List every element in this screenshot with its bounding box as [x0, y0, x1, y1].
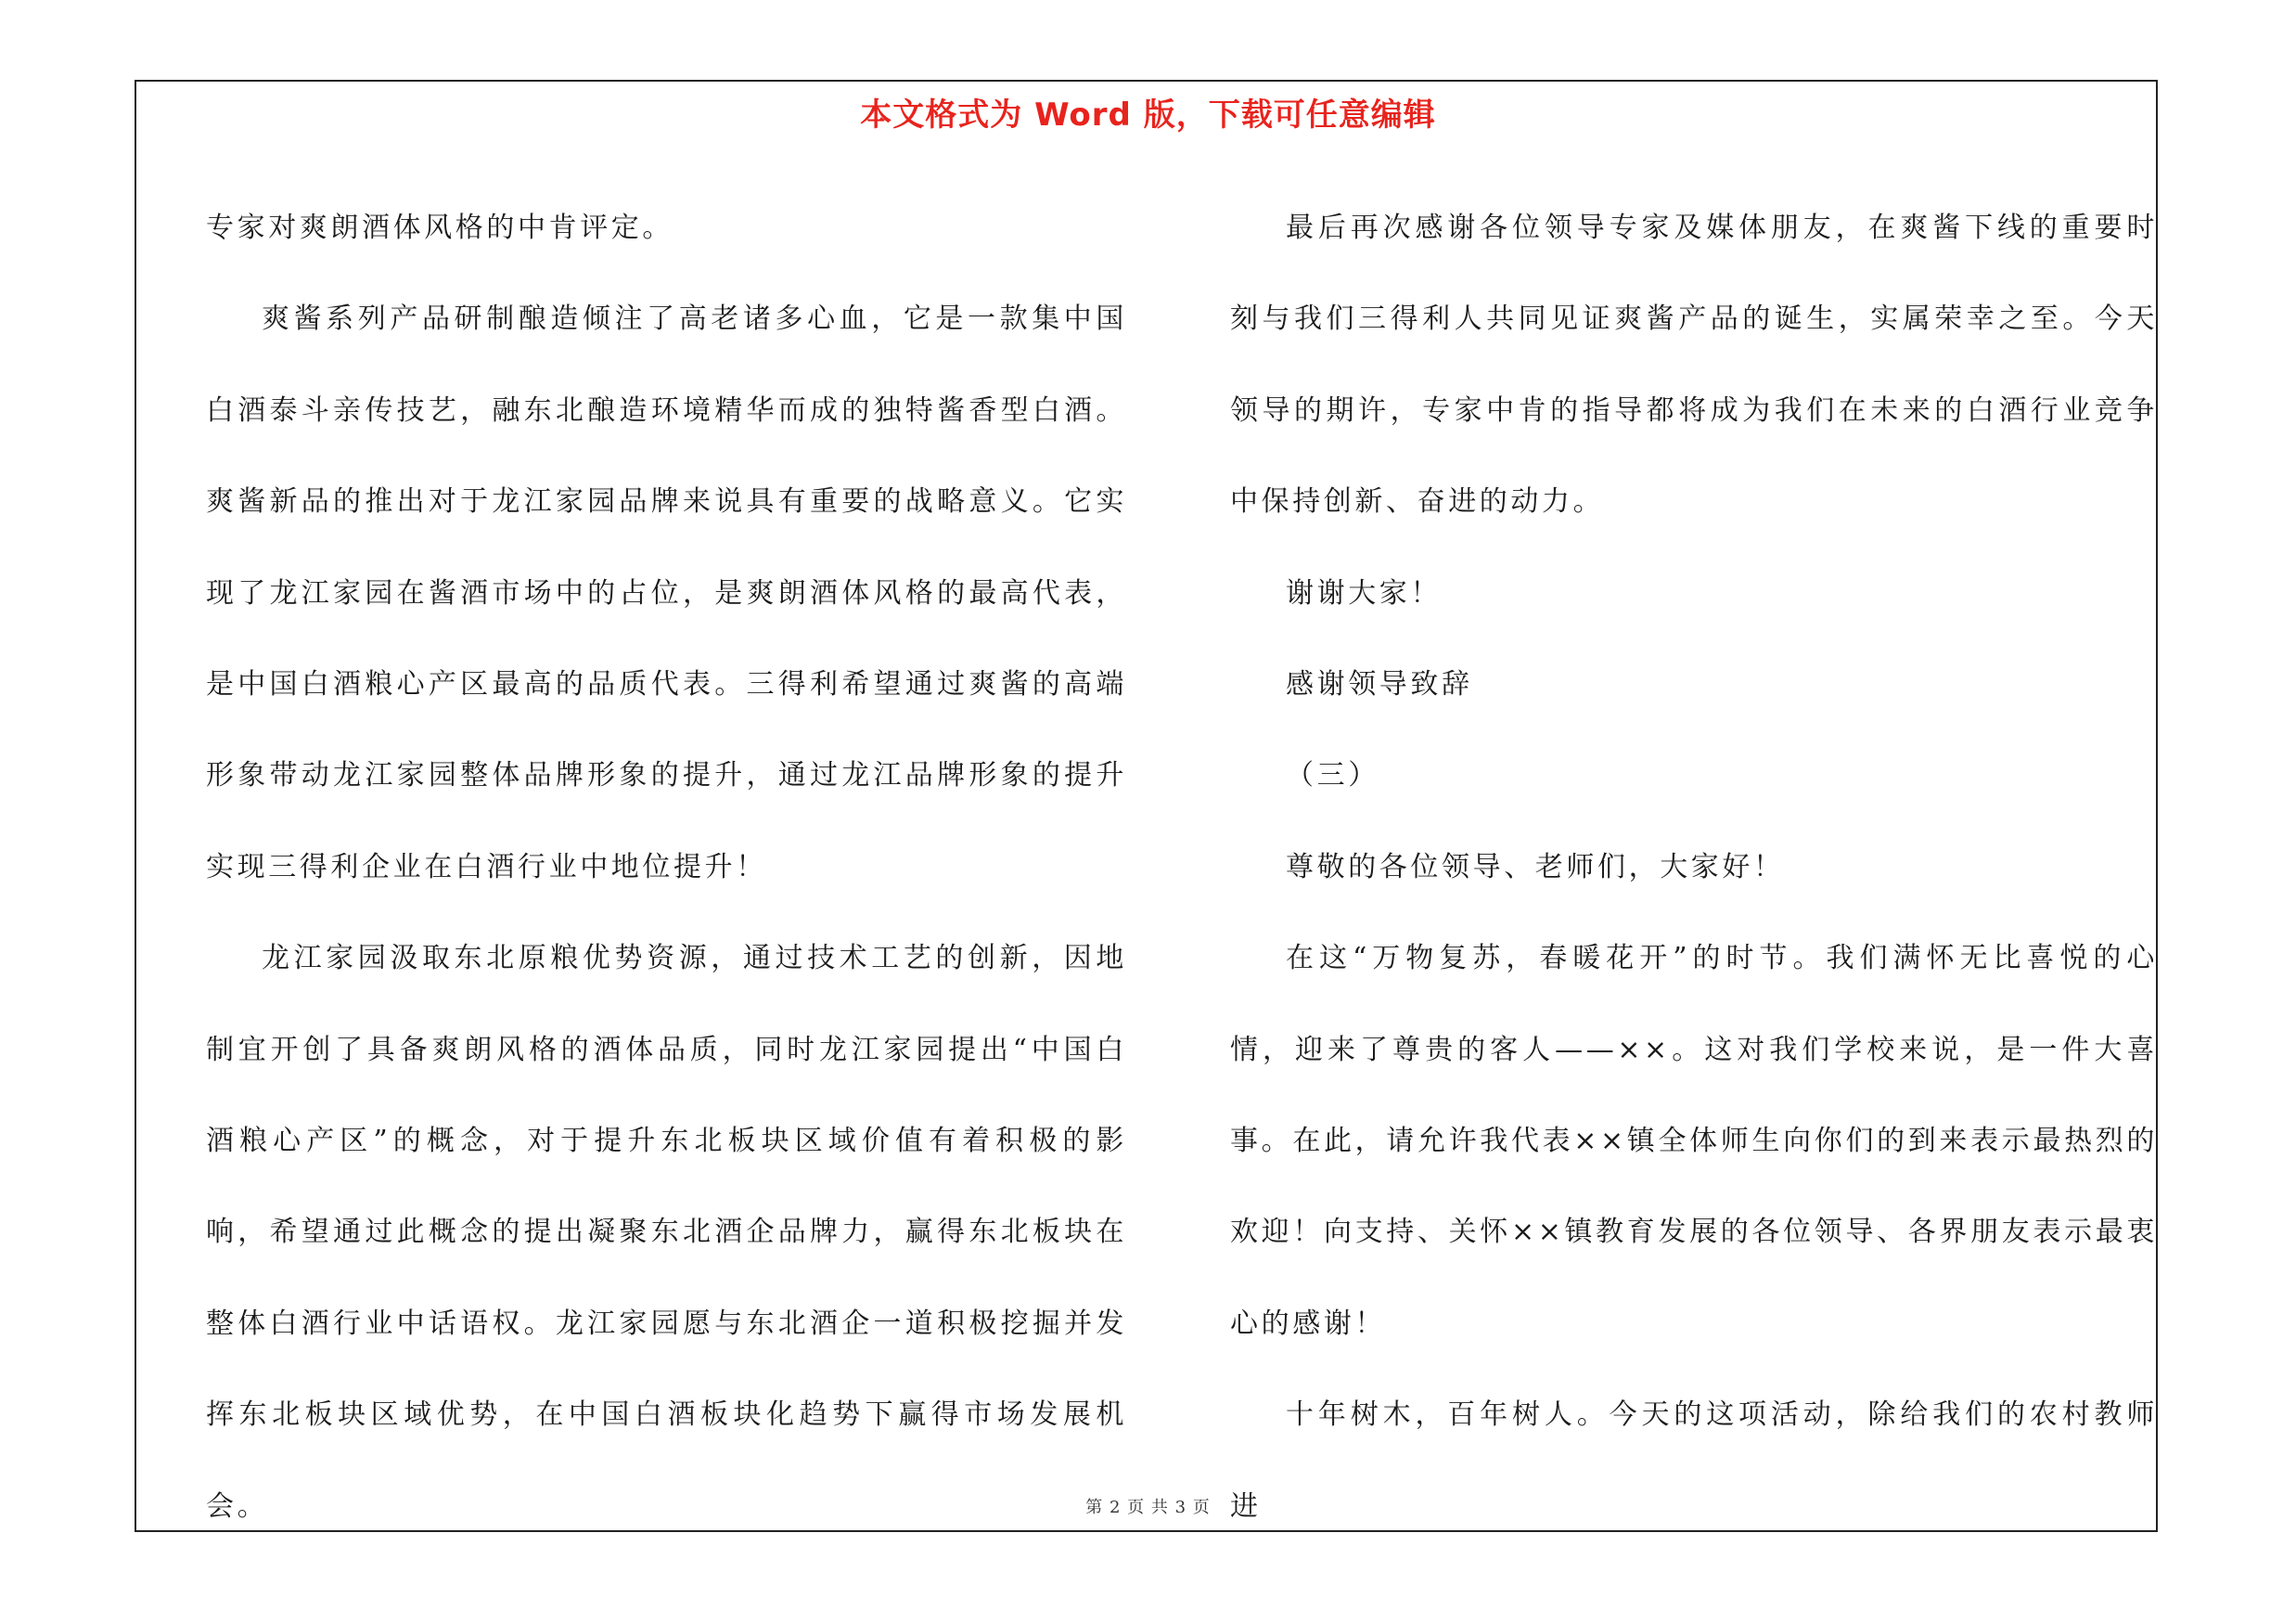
paragraph: 爽酱系列产品研制酿造倾注了高老诸多心血，它是一款集中国白酒泰斗亲传技艺，融东北酿造环境精华而成的独特酱香型白酒。爽酱新品的推出对于龙江家园品牌来说具有重要的战略意义。它实现了龙江家园在酱酒市场中的占位，是爽朗酒体风格的最高代表，是中国白酒粮心产区最高的品质代表。三得利希望通过爽酱的高端形象带动龙江家园整体品牌形象的提升，通过龙江品牌形象的提升实现三得利企业在白酒行业中地位提升！	[206, 303, 1127, 883]
paragraph: 龙江家园汲取东北原粮优势资源，通过技术工艺的创新，因地制宜开创了具备爽朗风格的酒体品质，同时龙江家园提出“中国白酒粮心产区”的概念，对于提升东北板块区域价值有着积极的影响，希望通过此概念的提出凝聚东北酒企品牌力，赢得东北板块在整体白酒行业中话语权。龙江家园愿与东北酒企一道积极挖掘并发挥东北板块区域优势，在中国白酒板块化趋势下赢得市场发展机会。	[206, 942, 1127, 1523]
paragraph: 在这“万物复苏，春暖花开”的时节。我们满怀无比喜悦的心情，迎来了尊贵的客人——××。这对我们学校来说，是一件大喜事。在此，请允许我代表××镇全体师生向你们的到来表示最热烈的欢迎！向支持、关怀××镇教育发展的各位领导、各界朋友表示最衷心的感谢！	[1230, 942, 2158, 1340]
format-banner: 本文格式为 Word 版，下载可任意编辑	[860, 97, 1436, 134]
paragraph-continuation: 专家对爽朗酒体风格的中肯评定。	[206, 212, 673, 244]
section-number: （三）	[1286, 759, 1379, 792]
right-column	[1230, 183, 2158, 1552]
greeting: 尊敬的各位领导、老师们，大家好！	[1286, 850, 1785, 883]
paragraph: 谢谢大家！	[1286, 576, 1442, 610]
paragraph: 最后再次感谢各位领导专家及媒体朋友，在爽酱下线的重要时刻与我们三得利人共同见证爽酱产品的诞生，实属荣幸之至。今天领导的期许，专家中肯的指导都将成为我们在未来的白酒行业竞争中保持创新、奋进的动力。	[1230, 212, 2158, 519]
paragraph: 十年树木，百年树人。今天的这项活动，除给我们的农村教师进	[1230, 1398, 2158, 1523]
section-heading: 感谢领导致辞	[1286, 668, 1473, 702]
left-column	[206, 183, 1127, 1552]
page-number: 第 2 页 共 3 页	[1085, 1498, 1211, 1517]
